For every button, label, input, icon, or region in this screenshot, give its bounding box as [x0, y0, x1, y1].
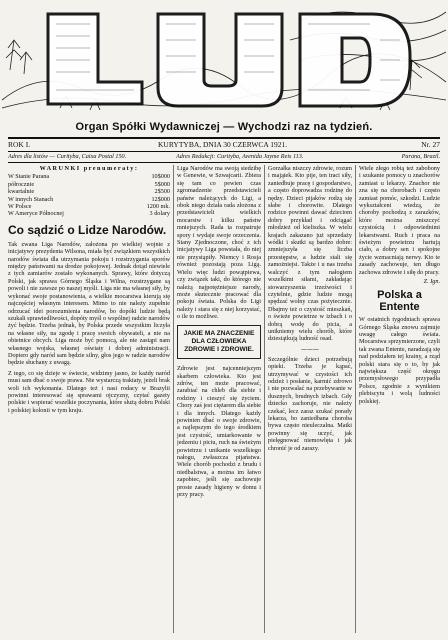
column-divider [355, 165, 356, 633]
masthead-subtitle: Organ Spółki Wydawniczej — Wychodzi raz na tydzień. [75, 121, 373, 133]
article-continuation: Liga Narodów ma swoją siedzibę w Genewie, w Szwajcarii. Zbiera się tam co pewien czas zgromadzenie przedstawicieli państw należących do Ligi, a obok niego działa rada złożona z przedstawicieli wielkich mocarstw i kilku państw mniejszych. Rada ta rozpatruje spory i wydaje swoje orzeczenia. Stany Zjednoczone, choć z ich inicjatywy Liga powstała, do niej nie przystąpiły. Niemcy i Rosja również pozostają poza Ligą. Wielu więc ludzi powątpiewa, czy związek taki, do którego nie należą najpotężniejsze narody, może skutecznie pracować dla pokoju świata. Polska do Ligi należy i stara się z niej korzystać, o ile to możliwe. [177, 165, 261, 321]
place-date: KURYTYBA, DNIA 30 CZERWCA 1921. [158, 140, 288, 149]
price-row: W Ameryce Północnej 3 dolary [8, 210, 170, 218]
column-3: Gorzałka niszczy zdrowie, rozum i majątek. Kto pije, ten traci siły, zaniedbuje pracę i gospodarstwo, a często doprowadza rodzinę do nędzy. Dzieci pijaków rodzą się słabe i chorowite. Dlatego rodzice powinni dawać dzieciom dobry przykład i odciągać młodzież od kieliszka. W wielu krajach zakazano już sprzedaży wódki i skutki są bardzo dobre: zmniejszyła się liczba przestępstw, a ludzie stali się zamożniejsi. Także i u nas trzeba walczyć z tym nałogiem wszelkimi siłami, zakładając stowarzyszenia trzeźwości i czytelnie, gdzie ludzie mogą spędzać wolny czas pożytecznie. Dbajmy też o czystość mieszkań, o świeże powietrze w izbach i o dobrą wodę do picia, a unikniemy wielu chorób, które dziesiątkują ludność osad. ——— Szczególnie dzieci potrzebują opieki. Trzeba je kąpać, utrzymywać w czystości ich odzież i posłanie, karmić zdrowo i nie pozwalać na przebywanie w dusznych, brudnych izbach. Gdy dziecko zachoruje, nie należy czekać, lecz zaraz szukać porady lekarza, bo zaniedbana choroba bywa często nieuleczalna. Matki powinny się uczyć, jak pielęgnować niemowlęta i jak chronić je od zarazy. [268, 165, 352, 452]
entente-article-body: W ostatnich tygodniach sprawa Górnego Śląska znowu zajmuje uwagę całego świata. Mocarstwa sprzymierzone, czyli tak zwana Entente, naradzają się nad podziałem tej krainy, a rząd polski stara się o to, by jak największa część okręgu przemysłowego przypadła Polsce, zgodnie z wynikiem plebiscytu i wolą ludności polskiej. [359, 316, 440, 405]
price-row: W Stanie Parana 10$000 [8, 173, 170, 181]
volume-label: ROK I. [8, 140, 31, 149]
health-article-continued: Gorzałka niszczy zdrowie, rozum i majątek. Kto pije, ten traci siły, zaniedbuje pracę i gospodarstwo, a często doprowadza rodzinę do nędzy. Dzieci pijaków rodzą się słabe i chorowite. Dlatego rodzice powinni dawać dzieciom dobry przykład i odciągać młodzież od kieliszka. W wielu krajach zakazano już sprzedaży wódki i skutki są bardzo dobre: zmniejszyła się liczba przestępstw, a ludzie stali się zamożniejsi. Także i u nas trzeba walczyć z tym nałogiem wszelkimi siłami, zakładając stowarzyszenia trzeźwości i czytelnie, gdzie ludzie mogą spędzać wolny czas pożytecznie. Dbajmy też o czystość mieszkań, o świeże powietrze w izbach i o dobrą wodę do picia, a unikniemy wielu chorób, które dziesiątkują ludność osad. [268, 165, 352, 343]
bottom-rule [8, 162, 440, 163]
column-divider [173, 165, 174, 633]
article-body: Tak zwana Liga Narodów, założona po wielkiej wojnie z inicjatywy prezydenta Wilsona, miała być związkiem wszystkich narodów świata dla utrzymania pokoju i rozstrzygania sporów między państwami na drodze pokojowej. Jednak dotąd niewiele z tych zamiarów zostało wykonanych. Sprawy, które dotyczą Polski, jak sprawa Górnego Śląska i Wilna, rozstrzygane są powoli i nie zawsze po naszej myśli. Liga nie ma własnej siły, by wykonać swoje postanowienia, a wielkie mocarstwa kierują się najczęściej własnym interesem. Mimo to nie należy zupełnie odrzucać idei porozumienia narodów, bo dopóki ludzie będą szukali sprawiedliwości, dopóty myśl o wspólnej radzie narodów żyć będzie. Trzeba jednak, by Polska przede wszystkim liczyła na własne siły, na zgodę i pracę swoich obywateli, a nie na obietnice obcych. Liga może być pomocą, ale nie zastąpi nam własnego wojska, własnej oświaty i dobrej administracji. Dopiero gdy naród sam będzie silny, głos jego w radzie narodów będzie słuchany z uwagą. [8, 240, 170, 367]
health-article-children: Szczególnie dzieci potrzebują opieki. Trzeba je kąpać, utrzymywać w czystości ich odzież i posłanie, karmić zdrowo i nie pozwalać na przebywanie w dusznych, brudnych izbach. Gdy dziecko zachoruje, nie należy czekać, lecz zaraz szukać porady lekarza, bo zaniedbana choroba bywa często nieuleczalna. Matki powinny się uczyć, jak pielęgnować niemowlęta i jak chronić je od zarazy. [268, 355, 352, 452]
column-1 [8, 165, 170, 635]
mid-rule [8, 151, 440, 152]
health-article-heading: JAKIE MA ZNACZENIE DLA CZŁOWIEKA ZDROWIE I ZDROWIE. [177, 325, 261, 360]
price-row: półrocznie 5$000 [8, 180, 170, 188]
postal-address: Adres dla listów — Curityba, Caixa Postal 150. [8, 153, 127, 160]
country-label: Parana, Brazil. [401, 153, 440, 160]
article-headline: Co sądzić o Lidze Narodów. [8, 222, 167, 237]
top-rule [8, 137, 440, 139]
masthead-banner [0, 0, 448, 118]
address-line [8, 153, 440, 162]
health-article-ending: Wiele złego robią też zabobony i szukanie pomocy u znachorów zamiast u lekarzy. Znachor nie zna się na chorobach i często zamiast pomóc, szkodzi. Ludzie wykształceni wiedzą, że choroby pochodzą z zarazków, które można zniszczyć czystością i odpowiednimi lekarstwami. Ruch i praca na świeżym powietrzu hartują ciało, a dobry sen i spokojne życie wzmacniają nerwy. Kto te zasady zachowuje, ten długo zachowa zdrowie i siłę do pracy. [359, 165, 440, 276]
price-row: W Polsce 1200 mk. [8, 203, 170, 211]
column-4 [359, 165, 440, 635]
prices-heading: WARUNKI prenumeraty: [39, 165, 139, 172]
health-article-body: Zdrowie jest najcenniejszym skarbem człowieka. Kto jest zdrów, ten może pracować, zarabiać na chleb dla siebie i rodziny i cieszyć się życiem. Chory zaś jest ciężarem dla siebie i dla innych. Dlatego każdy powinien dbać o swoje zdrowie, a najlepszym do tego środkiem jest czystość, umiarkowanie w jedzeniu i piciu, ruch na świeżym powietrzu i unikanie wszelkiego nałogu, zwłaszcza pijaństwa. Wiele chorób pochodzi z brudu i niedbalstwa, a można im łatwo zapobiec, jeśli się zachowuje proste zasady higieny w domu i przy pracy. [177, 365, 261, 499]
issue-number: Nr. 27 [421, 140, 440, 149]
issue-line [8, 140, 440, 150]
price-row: W innych Stanach 12$000 [8, 195, 170, 203]
subscription-prices [8, 165, 170, 218]
editorial-address: Adres Redakcji: Curityba, Avenida Jayme Reis 113. [176, 153, 304, 160]
price-row: kwartalnie 2$500 [8, 188, 170, 196]
article-body-continued: Z tego, co się dzieje w świecie, widzimy jasno, że każdy naród musi sam dbać o swoje prawa. Nie wystarczą traktaty, jeżeli brak woli ich wykonania. Dlatego też i nasi rodacy w Brazylii powinni interesować się sprawami ojczyzny, czytać gazety polskie i wspierać wszelkie poczynania, które służą dobru Polski i polskiej kolonii w tym kraju. [8, 369, 170, 414]
column-divider [264, 165, 265, 633]
column-2 [177, 165, 261, 635]
article-headline-entente: Polska a Entente [377, 289, 422, 314]
author-signature: Z. Ign. [423, 278, 440, 286]
